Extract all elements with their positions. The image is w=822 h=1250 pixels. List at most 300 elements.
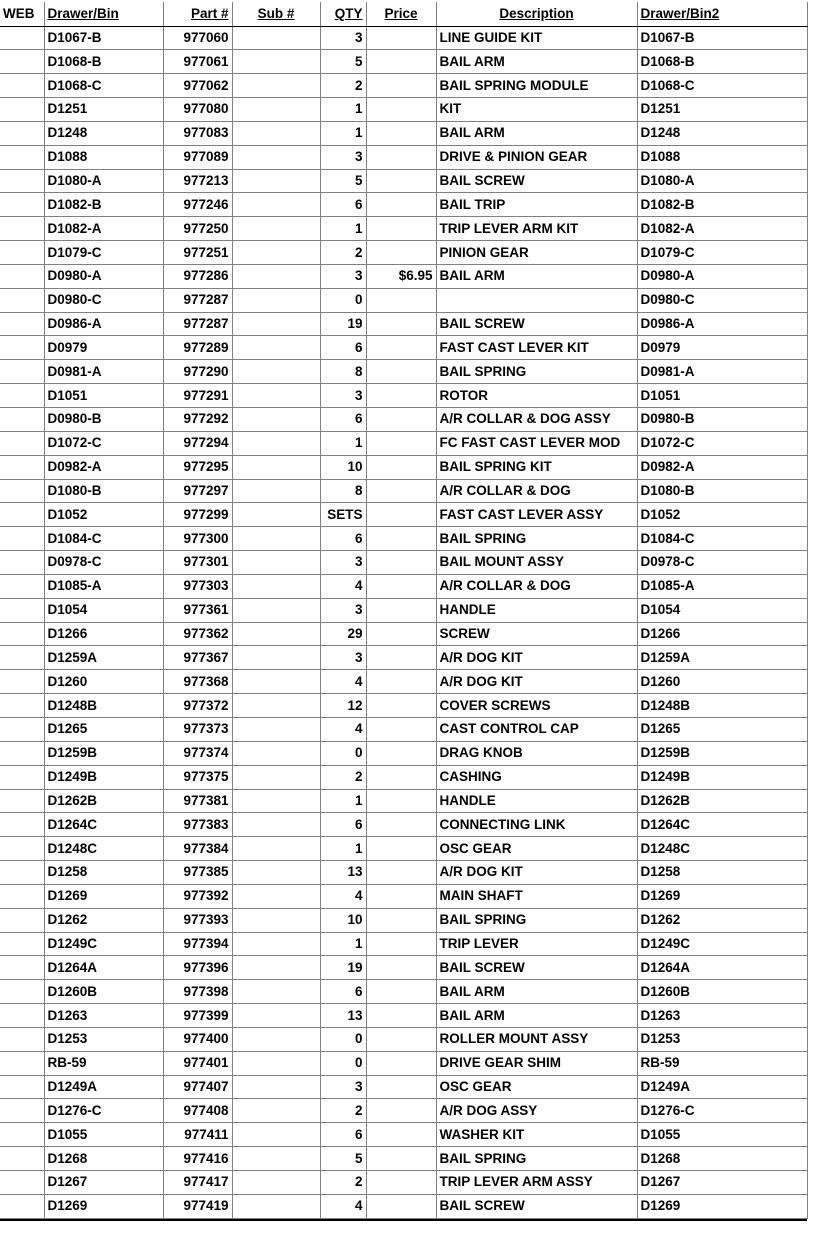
sub-number-cell [232, 431, 320, 455]
web-cell [0, 1027, 44, 1051]
part-number-cell: 977250 [163, 217, 232, 241]
web-cell [0, 1051, 44, 1075]
description-cell: OSC GEAR [436, 837, 637, 861]
part-number-cell: 977061 [163, 50, 232, 74]
table-row [0, 1171, 807, 1195]
drawer-bin2-cell: D1268 [637, 1147, 807, 1171]
web-cell [0, 741, 44, 765]
drawer-bin2-cell: D1259B [637, 741, 807, 765]
price-cell [366, 503, 436, 527]
drawer-bin2-cell: D1051 [637, 384, 807, 408]
sub-number-cell [232, 622, 320, 646]
header-description: Description [436, 2, 637, 26]
sub-number-cell [232, 741, 320, 765]
description-cell: BAIL SPRING [436, 527, 637, 551]
web-cell [0, 765, 44, 789]
drawer-bin2-cell: D1085-A [637, 574, 807, 598]
web-cell [0, 26, 44, 50]
qty-cell: 1 [320, 431, 366, 455]
table-row [0, 884, 807, 908]
drawer-bin-cell: D1051 [44, 384, 163, 408]
price-cell [366, 741, 436, 765]
price-cell [366, 956, 436, 980]
web-cell [0, 455, 44, 479]
part-number-cell: 977286 [163, 264, 232, 288]
table-row [0, 980, 807, 1004]
drawer-bin-cell: D0979 [44, 336, 163, 360]
drawer-bin2-cell: D1260 [637, 670, 807, 694]
table-row [0, 1075, 807, 1099]
part-number-cell: 977393 [163, 908, 232, 932]
price-cell [366, 1171, 436, 1195]
qty-cell: 2 [320, 74, 366, 98]
table-row [0, 50, 807, 74]
sub-number-cell [232, 336, 320, 360]
sub-number-cell [232, 121, 320, 145]
table-row [0, 193, 807, 217]
drawer-bin-cell: D1079-C [44, 241, 163, 265]
qty-cell: 4 [320, 717, 366, 741]
qty-cell: 0 [320, 1027, 366, 1051]
part-number-cell: 977060 [163, 26, 232, 50]
price-cell [366, 479, 436, 503]
qty-cell: 6 [320, 193, 366, 217]
web-cell [0, 169, 44, 193]
web-cell [0, 50, 44, 74]
price-cell [366, 1099, 436, 1123]
part-number-cell: 977368 [163, 670, 232, 694]
header-price: Price [366, 2, 436, 26]
web-cell [0, 98, 44, 122]
description-cell: BAIL MOUNT ASSY [436, 551, 637, 575]
description-cell: WASHER KIT [436, 1123, 637, 1147]
drawer-bin2-cell: D1082-B [637, 193, 807, 217]
part-number-cell: 977290 [163, 360, 232, 384]
price-cell [366, 622, 436, 646]
price-cell: $6.95 [366, 264, 436, 288]
qty-cell: 6 [320, 980, 366, 1004]
qty-cell: 3 [320, 598, 366, 622]
part-number-cell: 977062 [163, 74, 232, 98]
parts-table [0, 2, 808, 1219]
qty-cell: 1 [320, 932, 366, 956]
drawer-bin2-cell: D1068-B [637, 50, 807, 74]
web-cell [0, 598, 44, 622]
drawer-bin2-cell: D1080-B [637, 479, 807, 503]
web-cell [0, 312, 44, 336]
web-cell [0, 479, 44, 503]
description-cell: A/R DOG KIT [436, 670, 637, 694]
table-row [0, 217, 807, 241]
drawer-bin-cell: D1276-C [44, 1099, 163, 1123]
drawer-bin-cell: D1265 [44, 717, 163, 741]
price-cell [366, 312, 436, 336]
qty-cell: 0 [320, 741, 366, 765]
sub-number-cell [232, 789, 320, 813]
price-cell [366, 360, 436, 384]
sub-number-cell [232, 1099, 320, 1123]
drawer-bin-cell: D1258 [44, 861, 163, 885]
description-cell: TRIP LEVER ARM KIT [436, 217, 637, 241]
qty-cell: 6 [320, 1123, 366, 1147]
qty-cell: 19 [320, 956, 366, 980]
part-number-cell: 977394 [163, 932, 232, 956]
description-cell: CONNECTING LINK [436, 813, 637, 837]
table-row [0, 503, 807, 527]
web-cell [0, 670, 44, 694]
drawer-bin2-cell: D1264A [637, 956, 807, 980]
drawer-bin2-cell: D1267 [637, 1171, 807, 1195]
price-cell [366, 932, 436, 956]
web-cell [0, 264, 44, 288]
drawer-bin-cell: D1080-B [44, 479, 163, 503]
drawer-bin2-cell: RB-59 [637, 1051, 807, 1075]
description-cell: BAIL ARM [436, 980, 637, 1004]
description-cell: BAIL SPRING [436, 1147, 637, 1171]
web-cell [0, 384, 44, 408]
sub-number-cell [232, 813, 320, 837]
part-number-cell: 977401 [163, 1051, 232, 1075]
sub-number-cell [232, 670, 320, 694]
description-cell: BAIL SPRING KIT [436, 455, 637, 479]
price-cell [366, 1075, 436, 1099]
price-cell [366, 241, 436, 265]
drawer-bin-cell: D1259B [44, 741, 163, 765]
description-cell: CAST CONTROL CAP [436, 717, 637, 741]
drawer-bin-cell: D1253 [44, 1027, 163, 1051]
table-row [0, 765, 807, 789]
qty-cell: 10 [320, 455, 366, 479]
qty-cell: SETS [320, 503, 366, 527]
drawer-bin-cell: D1269 [44, 884, 163, 908]
sub-number-cell [232, 241, 320, 265]
qty-cell: 6 [320, 527, 366, 551]
table-row [0, 598, 807, 622]
sub-number-cell [232, 98, 320, 122]
drawer-bin-cell: D1084-C [44, 527, 163, 551]
price-cell [366, 74, 436, 98]
description-cell: A/R DOG KIT [436, 646, 637, 670]
header-web: WEB [0, 2, 44, 26]
table-row [0, 264, 807, 288]
drawer-bin2-cell: D1072-C [637, 431, 807, 455]
table-row [0, 26, 807, 50]
price-cell [366, 455, 436, 479]
table-row [0, 384, 807, 408]
web-cell [0, 574, 44, 598]
drawer-bin2-cell: D0980-B [637, 408, 807, 432]
web-cell [0, 789, 44, 813]
sub-number-cell [232, 360, 320, 384]
price-cell [366, 145, 436, 169]
web-cell [0, 217, 44, 241]
drawer-bin-cell: D1068-C [44, 74, 163, 98]
part-number-cell: 977375 [163, 765, 232, 789]
sub-number-cell [232, 884, 320, 908]
table-row [0, 1099, 807, 1123]
table-row [0, 646, 807, 670]
sub-number-cell [232, 264, 320, 288]
part-number-cell: 977399 [163, 1004, 232, 1028]
description-cell: BAIL ARM [436, 121, 637, 145]
drawer-bin-cell: D1082-B [44, 193, 163, 217]
sub-number-cell [232, 551, 320, 575]
part-number-cell: 977303 [163, 574, 232, 598]
part-number-cell: 977362 [163, 622, 232, 646]
drawer-bin2-cell: D1269 [637, 884, 807, 908]
sub-number-cell [232, 908, 320, 932]
part-number-cell: 977384 [163, 837, 232, 861]
description-cell: ROLLER MOUNT ASSY [436, 1027, 637, 1051]
qty-cell: 2 [320, 1099, 366, 1123]
price-cell [366, 789, 436, 813]
drawer-bin-cell: D1248 [44, 121, 163, 145]
price-cell [366, 574, 436, 598]
sub-number-cell [232, 26, 320, 50]
qty-cell: 12 [320, 694, 366, 718]
price-cell [366, 50, 436, 74]
price-cell [366, 1051, 436, 1075]
drawer-bin-cell: D1082-A [44, 217, 163, 241]
table-row [0, 360, 807, 384]
price-cell [366, 384, 436, 408]
drawer-bin-cell: D1268 [44, 1147, 163, 1171]
table-row [0, 1027, 807, 1051]
description-cell: BAIL SCREW [436, 169, 637, 193]
price-cell [366, 908, 436, 932]
description-cell: DRIVE & PINION GEAR [436, 145, 637, 169]
price-cell [366, 813, 436, 837]
drawer-bin2-cell: D1054 [637, 598, 807, 622]
table-row [0, 861, 807, 885]
part-number-cell: 977295 [163, 455, 232, 479]
drawer-bin2-cell: D0979 [637, 336, 807, 360]
qty-cell: 3 [320, 1075, 366, 1099]
description-cell: LINE GUIDE KIT [436, 26, 637, 50]
web-cell [0, 408, 44, 432]
part-number-cell: 977083 [163, 121, 232, 145]
web-cell [0, 1171, 44, 1195]
header-drawer-bin: Drawer/Bin [44, 2, 163, 26]
drawer-bin2-cell: D1084-C [637, 527, 807, 551]
table-row [0, 169, 807, 193]
drawer-bin-cell: D1259A [44, 646, 163, 670]
qty-cell: 29 [320, 622, 366, 646]
part-number-cell: 977287 [163, 288, 232, 312]
sub-number-cell [232, 1194, 320, 1218]
sub-number-cell [232, 1147, 320, 1171]
web-cell [0, 837, 44, 861]
table-row [0, 837, 807, 861]
table-row [0, 241, 807, 265]
drawer-bin2-cell: D1265 [637, 717, 807, 741]
web-cell [0, 1099, 44, 1123]
drawer-bin-cell: D1263 [44, 1004, 163, 1028]
part-number-cell: 977411 [163, 1123, 232, 1147]
part-number-cell: 977381 [163, 789, 232, 813]
price-cell [366, 1147, 436, 1171]
sub-number-cell [232, 980, 320, 1004]
web-cell [0, 193, 44, 217]
drawer-bin-cell: D1068-B [44, 50, 163, 74]
drawer-bin-cell: D1052 [44, 503, 163, 527]
drawer-bin2-cell: D1249C [637, 932, 807, 956]
qty-cell: 1 [320, 789, 366, 813]
drawer-bin2-cell: D1262 [637, 908, 807, 932]
qty-cell: 3 [320, 264, 366, 288]
table-row [0, 336, 807, 360]
web-cell [0, 717, 44, 741]
web-cell [0, 360, 44, 384]
price-cell [366, 694, 436, 718]
web-cell [0, 1075, 44, 1099]
price-cell [366, 431, 436, 455]
sub-number-cell [232, 765, 320, 789]
price-cell [366, 861, 436, 885]
description-cell: A/R DOG KIT [436, 861, 637, 885]
sub-number-cell [232, 169, 320, 193]
qty-cell: 5 [320, 169, 366, 193]
sub-number-cell [232, 312, 320, 336]
web-cell [0, 932, 44, 956]
part-number-cell: 977373 [163, 717, 232, 741]
part-number-cell: 977080 [163, 98, 232, 122]
table-row [0, 527, 807, 551]
qty-cell: 1 [320, 121, 366, 145]
part-number-cell: 977246 [163, 193, 232, 217]
header-drawer-bin2: Drawer/Bin2 [637, 2, 807, 26]
table-row [0, 670, 807, 694]
drawer-bin-cell: D1055 [44, 1123, 163, 1147]
drawer-bin2-cell: D1264C [637, 813, 807, 837]
description-cell: KIT [436, 98, 637, 122]
description-cell: TRIP LEVER ARM ASSY [436, 1171, 637, 1195]
web-cell [0, 145, 44, 169]
web-cell [0, 813, 44, 837]
header-part-number: Part # [163, 2, 232, 26]
qty-cell: 8 [320, 479, 366, 503]
part-number-cell: 977419 [163, 1194, 232, 1218]
part-number-cell: 977213 [163, 169, 232, 193]
drawer-bin-cell: D1266 [44, 622, 163, 646]
description-cell: MAIN SHAFT [436, 884, 637, 908]
qty-cell: 4 [320, 1194, 366, 1218]
description-cell: DRAG KNOB [436, 741, 637, 765]
qty-cell: 13 [320, 861, 366, 885]
sub-number-cell [232, 50, 320, 74]
drawer-bin-cell: D0978-C [44, 551, 163, 575]
drawer-bin2-cell: D1052 [637, 503, 807, 527]
drawer-bin2-cell: D1248B [637, 694, 807, 718]
sub-number-cell [232, 193, 320, 217]
drawer-bin2-cell: D0981-A [637, 360, 807, 384]
description-cell: A/R COLLAR & DOG [436, 574, 637, 598]
part-number-cell: 977408 [163, 1099, 232, 1123]
drawer-bin2-cell: D1251 [637, 98, 807, 122]
web-cell [0, 551, 44, 575]
table-row [0, 1004, 807, 1028]
web-cell [0, 908, 44, 932]
qty-cell: 2 [320, 241, 366, 265]
table-row [0, 622, 807, 646]
description-cell: HANDLE [436, 598, 637, 622]
drawer-bin2-cell: D1262B [637, 789, 807, 813]
price-cell [366, 980, 436, 1004]
web-cell [0, 956, 44, 980]
price-cell [366, 217, 436, 241]
drawer-bin-cell: D0980-A [44, 264, 163, 288]
qty-cell: 19 [320, 312, 366, 336]
price-cell [366, 598, 436, 622]
table-row [0, 908, 807, 932]
sub-number-cell [232, 717, 320, 741]
part-number-cell: 977089 [163, 145, 232, 169]
price-cell [366, 26, 436, 50]
sub-number-cell [232, 288, 320, 312]
drawer-bin2-cell: D1080-A [637, 169, 807, 193]
qty-cell: 1 [320, 98, 366, 122]
table-row [0, 1123, 807, 1147]
price-cell [366, 1004, 436, 1028]
drawer-bin2-cell: D1259A [637, 646, 807, 670]
sub-number-cell [232, 1171, 320, 1195]
table-row [0, 1147, 807, 1171]
web-cell [0, 288, 44, 312]
web-cell [0, 884, 44, 908]
part-number-cell: 977294 [163, 431, 232, 455]
web-cell [0, 74, 44, 98]
sub-number-cell [232, 956, 320, 980]
price-cell [366, 765, 436, 789]
part-number-cell: 977396 [163, 956, 232, 980]
drawer-bin-cell: D0982-A [44, 455, 163, 479]
table-body [0, 26, 807, 1218]
description-cell: BAIL SPRING MODULE [436, 74, 637, 98]
drawer-bin2-cell: D1266 [637, 622, 807, 646]
part-number-cell: 977299 [163, 503, 232, 527]
price-cell [366, 193, 436, 217]
web-cell [0, 503, 44, 527]
sub-number-cell [232, 574, 320, 598]
description-cell: A/R DOG ASSY [436, 1099, 637, 1123]
sub-number-cell [232, 217, 320, 241]
drawer-bin-cell: D0980-C [44, 288, 163, 312]
qty-cell: 5 [320, 1147, 366, 1171]
description-cell: BAIL SCREW [436, 1194, 637, 1218]
drawer-bin-cell: D1249A [44, 1075, 163, 1099]
drawer-bin-cell: D1262B [44, 789, 163, 813]
table-row [0, 408, 807, 432]
description-cell: BAIL TRIP [436, 193, 637, 217]
price-cell [366, 1194, 436, 1218]
table-row [0, 145, 807, 169]
table-row [0, 288, 807, 312]
drawer-bin2-cell: D1082-A [637, 217, 807, 241]
qty-cell: 1 [320, 837, 366, 861]
qty-cell: 3 [320, 26, 366, 50]
part-number-cell: 977383 [163, 813, 232, 837]
description-cell: PINION GEAR [436, 241, 637, 265]
table-row [0, 574, 807, 598]
drawer-bin-cell: D1248C [44, 837, 163, 861]
web-cell [0, 1194, 44, 1218]
table-row [0, 956, 807, 980]
drawer-bin2-cell: D1276-C [637, 1099, 807, 1123]
drawer-bin-cell: D1054 [44, 598, 163, 622]
description-cell: A/R COLLAR & DOG ASSY [436, 408, 637, 432]
drawer-bin2-cell: D0982-A [637, 455, 807, 479]
drawer-bin-cell: D1262 [44, 908, 163, 932]
